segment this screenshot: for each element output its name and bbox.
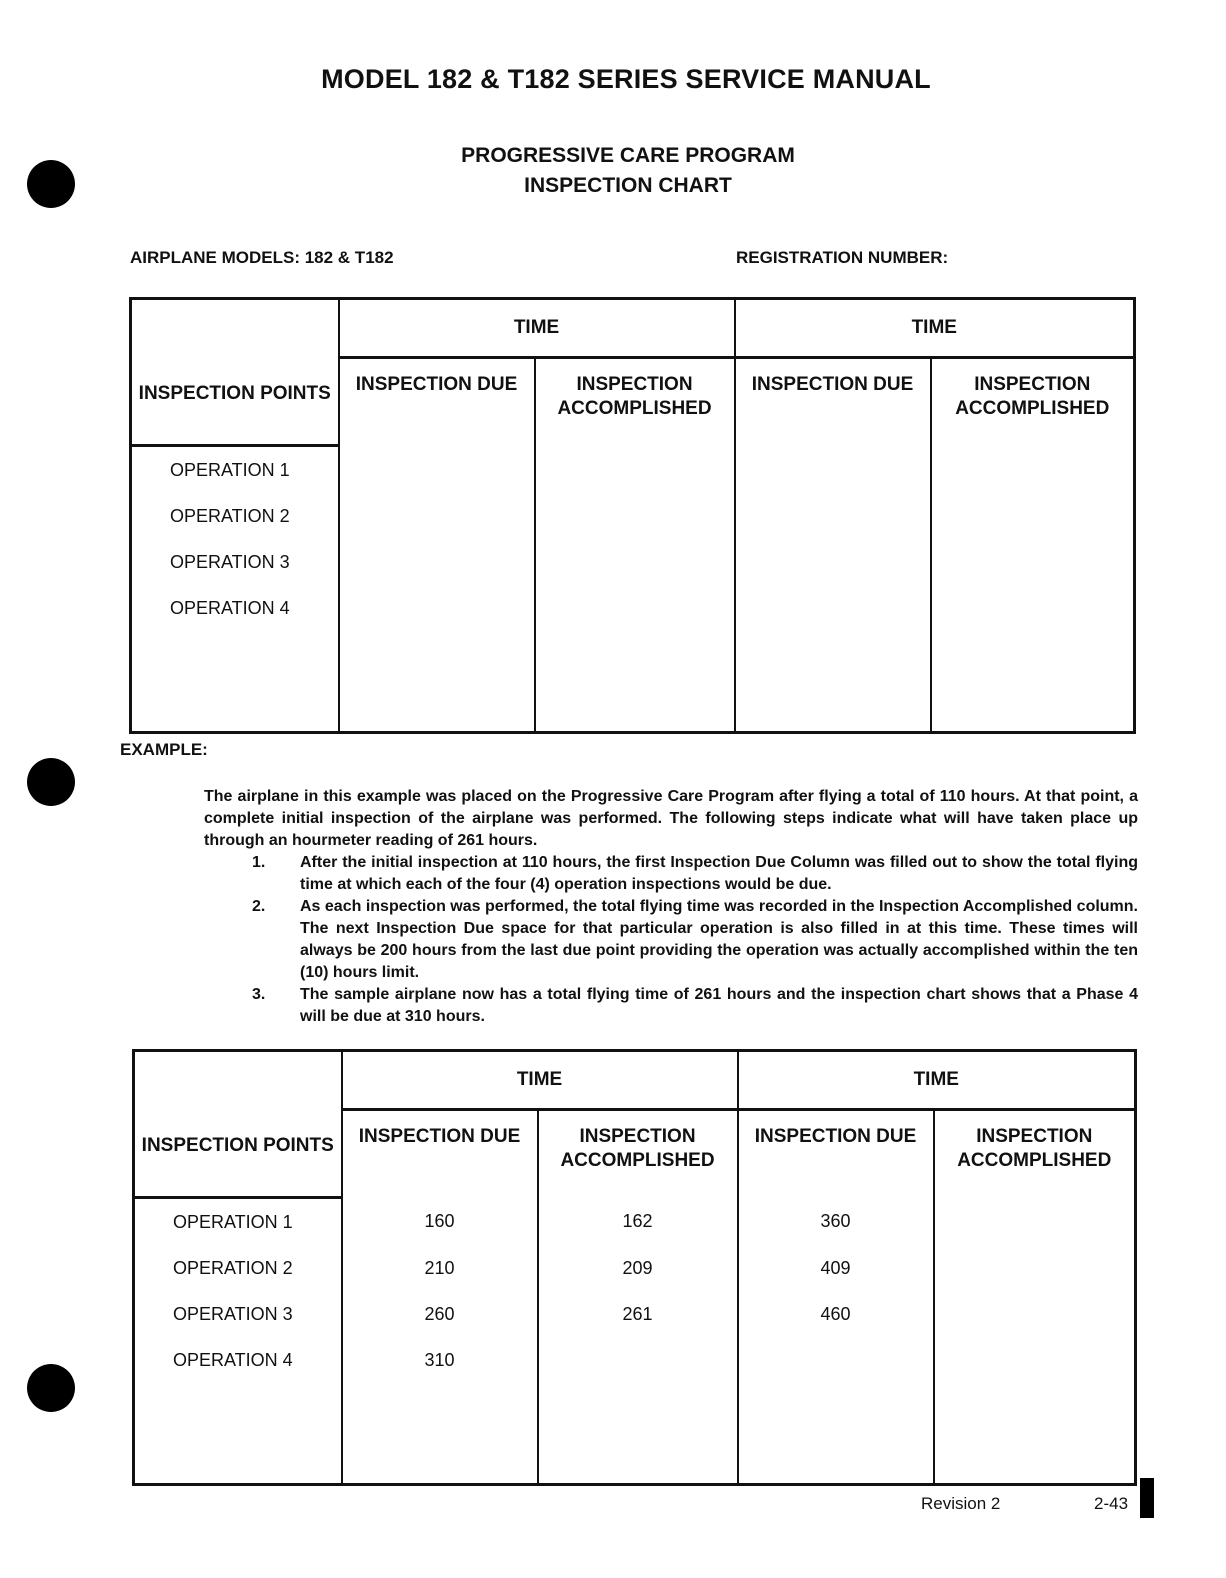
due-2-cell: 360 bbox=[738, 1197, 934, 1245]
blank-inspection-chart bbox=[129, 297, 1136, 734]
due-1-cell: 160 bbox=[342, 1197, 538, 1245]
inspection-due-header-2: INSPECTION DUE bbox=[738, 1110, 934, 1198]
cell bbox=[535, 539, 735, 585]
inspection-accomplished-header-2: INSPECTION ACCOMPLISHED bbox=[934, 1110, 1136, 1198]
time-header-2: TIME bbox=[735, 299, 1135, 358]
inspection-due-header-1: INSPECTION DUE bbox=[339, 358, 535, 446]
operation-label: OPERATION 4 bbox=[134, 1337, 342, 1383]
cell bbox=[931, 539, 1135, 585]
step-number: 3. bbox=[252, 986, 266, 1003]
table-padding-row bbox=[131, 631, 1135, 733]
example-step-1 bbox=[252, 852, 1138, 896]
example-inspection-chart bbox=[132, 1049, 1137, 1486]
cell bbox=[339, 445, 535, 493]
table-row bbox=[131, 445, 1135, 493]
time-header-1: TIME bbox=[342, 1051, 738, 1110]
airplane-models: AIRPLANE MODELS: 182 & T182 bbox=[130, 248, 394, 267]
cell bbox=[931, 493, 1135, 539]
step-text: After the initial inspection at 110 hours, the first Inspection Due Column was filled out to show the total flying time at which each of the four (4) operation inspections would be due. bbox=[300, 854, 1138, 893]
inspection-accomplished-header-2: INSPECTION ACCOMPLISHED bbox=[931, 358, 1135, 446]
cell bbox=[735, 445, 931, 493]
time-header-1: TIME bbox=[339, 299, 735, 358]
accomplished-2-cell bbox=[934, 1337, 1136, 1383]
step-text: The sample airplane now has a total flying time of 261 hours and the inspection chart shows that a Phase 4 will be due at 310 hours. bbox=[300, 986, 1138, 1025]
registration-number-label: REGISTRATION NUMBER: bbox=[736, 248, 949, 267]
due-2-cell: 460 bbox=[738, 1291, 934, 1337]
cell bbox=[535, 585, 735, 631]
operation-label: OPERATION 4 bbox=[131, 585, 339, 631]
cell bbox=[735, 539, 931, 585]
example-step-2 bbox=[252, 896, 1138, 984]
due-2-cell bbox=[738, 1337, 934, 1383]
binder-hole-middle bbox=[27, 758, 75, 806]
page-number: 2-43 bbox=[1094, 1494, 1129, 1513]
cell bbox=[931, 585, 1135, 631]
revision-bar bbox=[1140, 1478, 1154, 1518]
table-row bbox=[131, 585, 1135, 631]
revision-label: Revision 2 bbox=[921, 1494, 1001, 1513]
inspection-points-header: INSPECTION POINTS bbox=[134, 1051, 342, 1198]
example-step-3 bbox=[252, 984, 1138, 1028]
example-label: EXAMPLE: bbox=[120, 740, 208, 759]
operation-label: OPERATION 3 bbox=[131, 539, 339, 585]
binder-hole-bottom bbox=[27, 1364, 75, 1412]
accomplished-1-cell: 162 bbox=[538, 1197, 738, 1245]
cell bbox=[339, 493, 535, 539]
example-paragraph: The airplane in this example was placed on the Progressive Care Program after flying a total of 110 hours. At that point, a complete initial inspection of the airplane was performed. The following steps indicate what will have taken place up through an hourmeter reading of 261 hours. bbox=[204, 788, 1138, 849]
operation-label: OPERATION 1 bbox=[134, 1197, 342, 1245]
table-row bbox=[134, 1337, 1136, 1383]
cell bbox=[735, 493, 931, 539]
step-number: 1. bbox=[252, 854, 266, 871]
operation-label: OPERATION 2 bbox=[131, 493, 339, 539]
operation-label: OPERATION 1 bbox=[131, 445, 339, 493]
accomplished-1-cell: 209 bbox=[538, 1245, 738, 1291]
accomplished-1-cell bbox=[538, 1337, 738, 1383]
inspection-accomplished-header-1: INSPECTION ACCOMPLISHED bbox=[535, 358, 735, 446]
cell bbox=[535, 493, 735, 539]
inspection-points-header: INSPECTION POINTS bbox=[131, 299, 339, 446]
inspection-accomplished-header-1: INSPECTION ACCOMPLISHED bbox=[538, 1110, 738, 1198]
chart-subtitle-line1: PROGRESSIVE CARE PROGRAM bbox=[461, 144, 795, 167]
table-row bbox=[131, 539, 1135, 585]
inspection-due-header-2: INSPECTION DUE bbox=[735, 358, 931, 446]
accomplished-2-cell bbox=[934, 1197, 1136, 1245]
due-1-cell: 260 bbox=[342, 1291, 538, 1337]
cell bbox=[339, 539, 535, 585]
table-padding-row bbox=[134, 1383, 1136, 1485]
accomplished-2-cell bbox=[934, 1291, 1136, 1337]
time-header-2: TIME bbox=[738, 1051, 1136, 1110]
due-1-cell: 310 bbox=[342, 1337, 538, 1383]
table-row bbox=[131, 493, 1135, 539]
accomplished-2-cell bbox=[934, 1245, 1136, 1291]
operation-label: OPERATION 2 bbox=[134, 1245, 342, 1291]
table-row bbox=[134, 1245, 1136, 1291]
chart-subtitle-line2: INSPECTION CHART bbox=[524, 174, 732, 197]
due-1-cell: 210 bbox=[342, 1245, 538, 1291]
cell bbox=[535, 445, 735, 493]
due-2-cell: 409 bbox=[738, 1245, 934, 1291]
step-text: As each inspection was performed, the total flying time was recorded in the Inspection Accomplished column. The next Inspection Due space for that particular operation is also filled in at this time. These times will always be 200 hours from the last due point providing the operation was actually accomplished within the ten (10) hours limit. bbox=[300, 898, 1138, 981]
manual-title: MODEL 182 & T182 SERIES SERVICE MANUAL bbox=[321, 64, 931, 94]
operation-label: OPERATION 3 bbox=[134, 1291, 342, 1337]
cell bbox=[339, 585, 535, 631]
cell bbox=[931, 445, 1135, 493]
inspection-due-header-1: INSPECTION DUE bbox=[342, 1110, 538, 1198]
accomplished-1-cell: 261 bbox=[538, 1291, 738, 1337]
table-row bbox=[134, 1291, 1136, 1337]
table-row bbox=[134, 1197, 1136, 1245]
step-number: 2. bbox=[252, 898, 266, 915]
cell bbox=[735, 585, 931, 631]
